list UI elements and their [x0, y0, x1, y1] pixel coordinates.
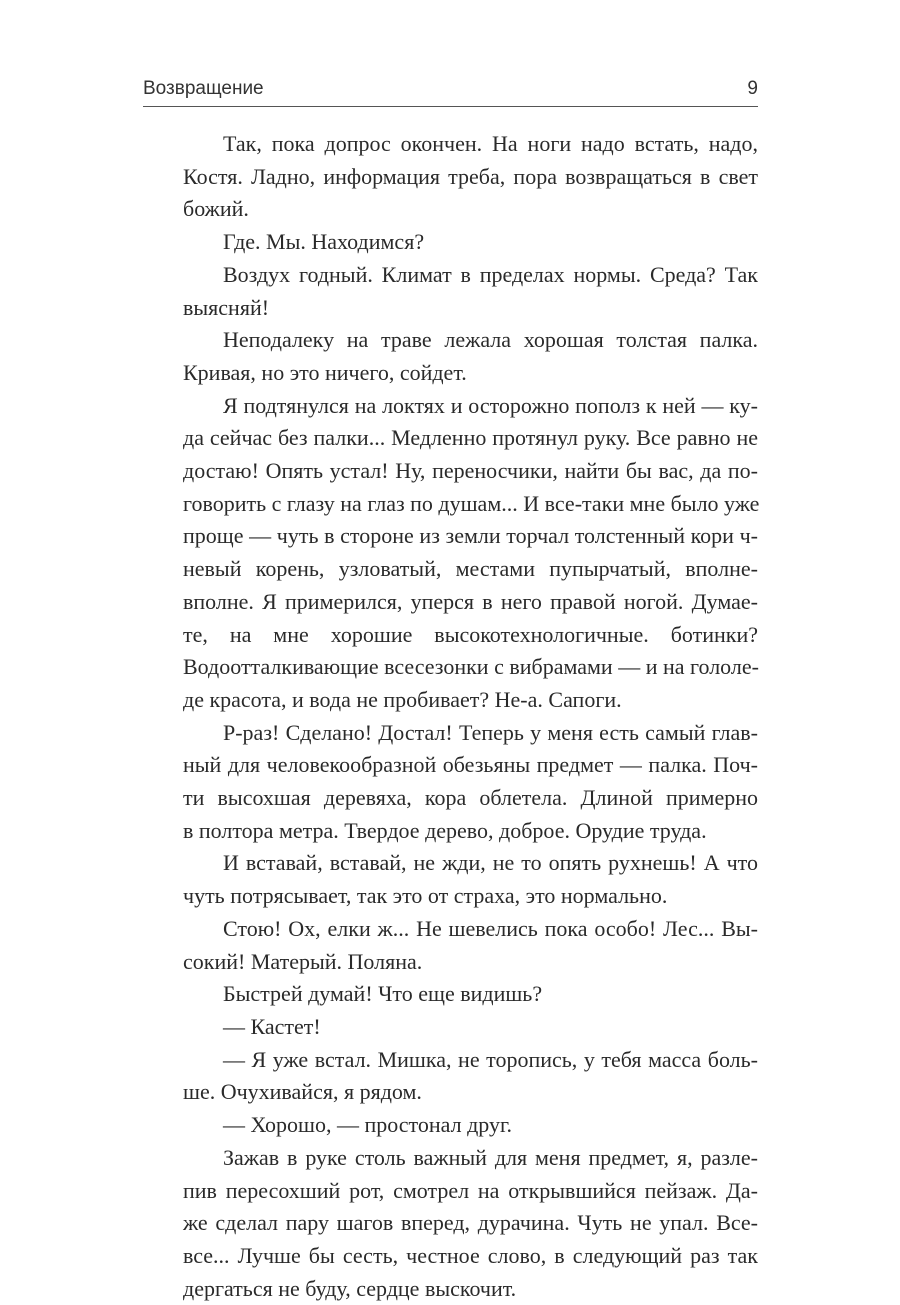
text-line: все... Лучше бы сесть, честное слово, в следующий раз так: [183, 1242, 758, 1268]
paragraph: [143, 226, 758, 259]
paragraph: [143, 128, 758, 226]
text-line: невый корень, узловатый, местами пупырчатый, вполне-: [183, 556, 758, 582]
text-line: сокий! Матерый. Поляна.: [183, 948, 423, 974]
text-line: Зажав в руке столь важный для меня предмет, я, разле-: [223, 1144, 758, 1170]
text-line: И вставай, вставай, не жди, не то опять рухнешь! А что: [223, 850, 758, 876]
body-text: [143, 128, 758, 1305]
text-line: де красота, и вода не пробивает? Не-а. Сапоги.: [183, 686, 622, 712]
text-line: Воздух годный. Климат в пределах нормы. Среда? Так: [223, 261, 758, 287]
text-line: говорить с глазу на глаз по душам... И все-таки мне было уже: [183, 490, 760, 516]
text-line: Быстрей думай! Что еще видишь?: [223, 981, 543, 1007]
text-line: дергаться не буду, сердце выскочит.: [183, 1275, 517, 1301]
text-line: чуть потрясывает, так это от страха, это нормально.: [183, 883, 668, 909]
paragraph: [143, 717, 758, 848]
text-line: пив пересохший рот, смотрел на открывшийся пейзаж. Да-: [183, 1177, 758, 1203]
text-line: те, на мне хорошие высокотехнологичные. ботинки?: [183, 621, 758, 647]
text-line: Кривая, но это ничего, сойдет.: [183, 359, 467, 385]
text-line: Так, пока допрос окончен. На ноги надо встать, надо,: [223, 131, 758, 156]
page-number: 9: [747, 78, 758, 99]
text-line: Я подтянулся на локтях и осторожно пополз к ней — ку-: [223, 392, 758, 418]
text-line: ти высохшая деревяха, кора облетела. Длиной примерно: [183, 785, 758, 811]
paragraph: [143, 390, 758, 717]
text-line: достаю! Опять устал! Ну, переносчики, найти бы вас, да по-: [183, 458, 758, 484]
paragraph: [143, 978, 758, 1011]
paragraph: [143, 913, 758, 978]
text-line: Где. Мы. Находимся?: [223, 229, 425, 255]
text-line: Р-раз! Сделано! Достал! Теперь у меня есть самый глав-: [223, 719, 758, 745]
chapter-title: Возвращение: [143, 78, 264, 99]
text-line: же сделал пару шагов вперед, дурачина. Чуть не упал. Все-: [183, 1210, 758, 1236]
text-line: Водоотталкивающие всесезонки с вибрамами — и на гололе-: [183, 654, 759, 680]
paragraph: [143, 1044, 758, 1109]
text-line: ный для человекообразной обезьяны предмет — палка. Поч-: [183, 752, 758, 778]
text-line: божий.: [183, 196, 249, 222]
text-line: — Хорошо, — простонал друг.: [223, 1112, 513, 1138]
text-line: — Я уже встал. Мишка, не торопись, у тебя масса боль-: [223, 1046, 758, 1072]
paragraph: [143, 324, 758, 389]
paragraph: [143, 1109, 758, 1142]
paragraph: [143, 259, 758, 324]
text-line: выясняй!: [183, 294, 270, 320]
text-line: вполне. Я примерился, уперся в него правой ногой. Думае-: [183, 588, 758, 614]
paragraph: [143, 847, 758, 912]
text-line: Костя. Ладно, информация треба, пора возвращаться в свет: [183, 163, 758, 189]
running-header: [143, 76, 758, 107]
text-line: проще — чуть в стороне из земли торчал толстенный кори ч-: [183, 523, 758, 549]
paragraph: [143, 1142, 758, 1305]
text-line: да сейчас без палки... Медленно протянул руку. Все равно не: [183, 425, 758, 451]
text-line: Неподалеку на траве лежала хорошая толстая палка.: [223, 327, 758, 353]
text-line: Стою! Ох, елки ж... Не шевелись пока особо! Лес... Вы-: [223, 915, 758, 941]
paragraph: [143, 1011, 758, 1044]
text-line: в полтора метра. Твердое дерево, доброе. Орудие труда.: [183, 817, 707, 843]
text-line: ше. Очухивайся, я рядом.: [183, 1079, 422, 1105]
text-line: — Кастет!: [223, 1013, 321, 1039]
